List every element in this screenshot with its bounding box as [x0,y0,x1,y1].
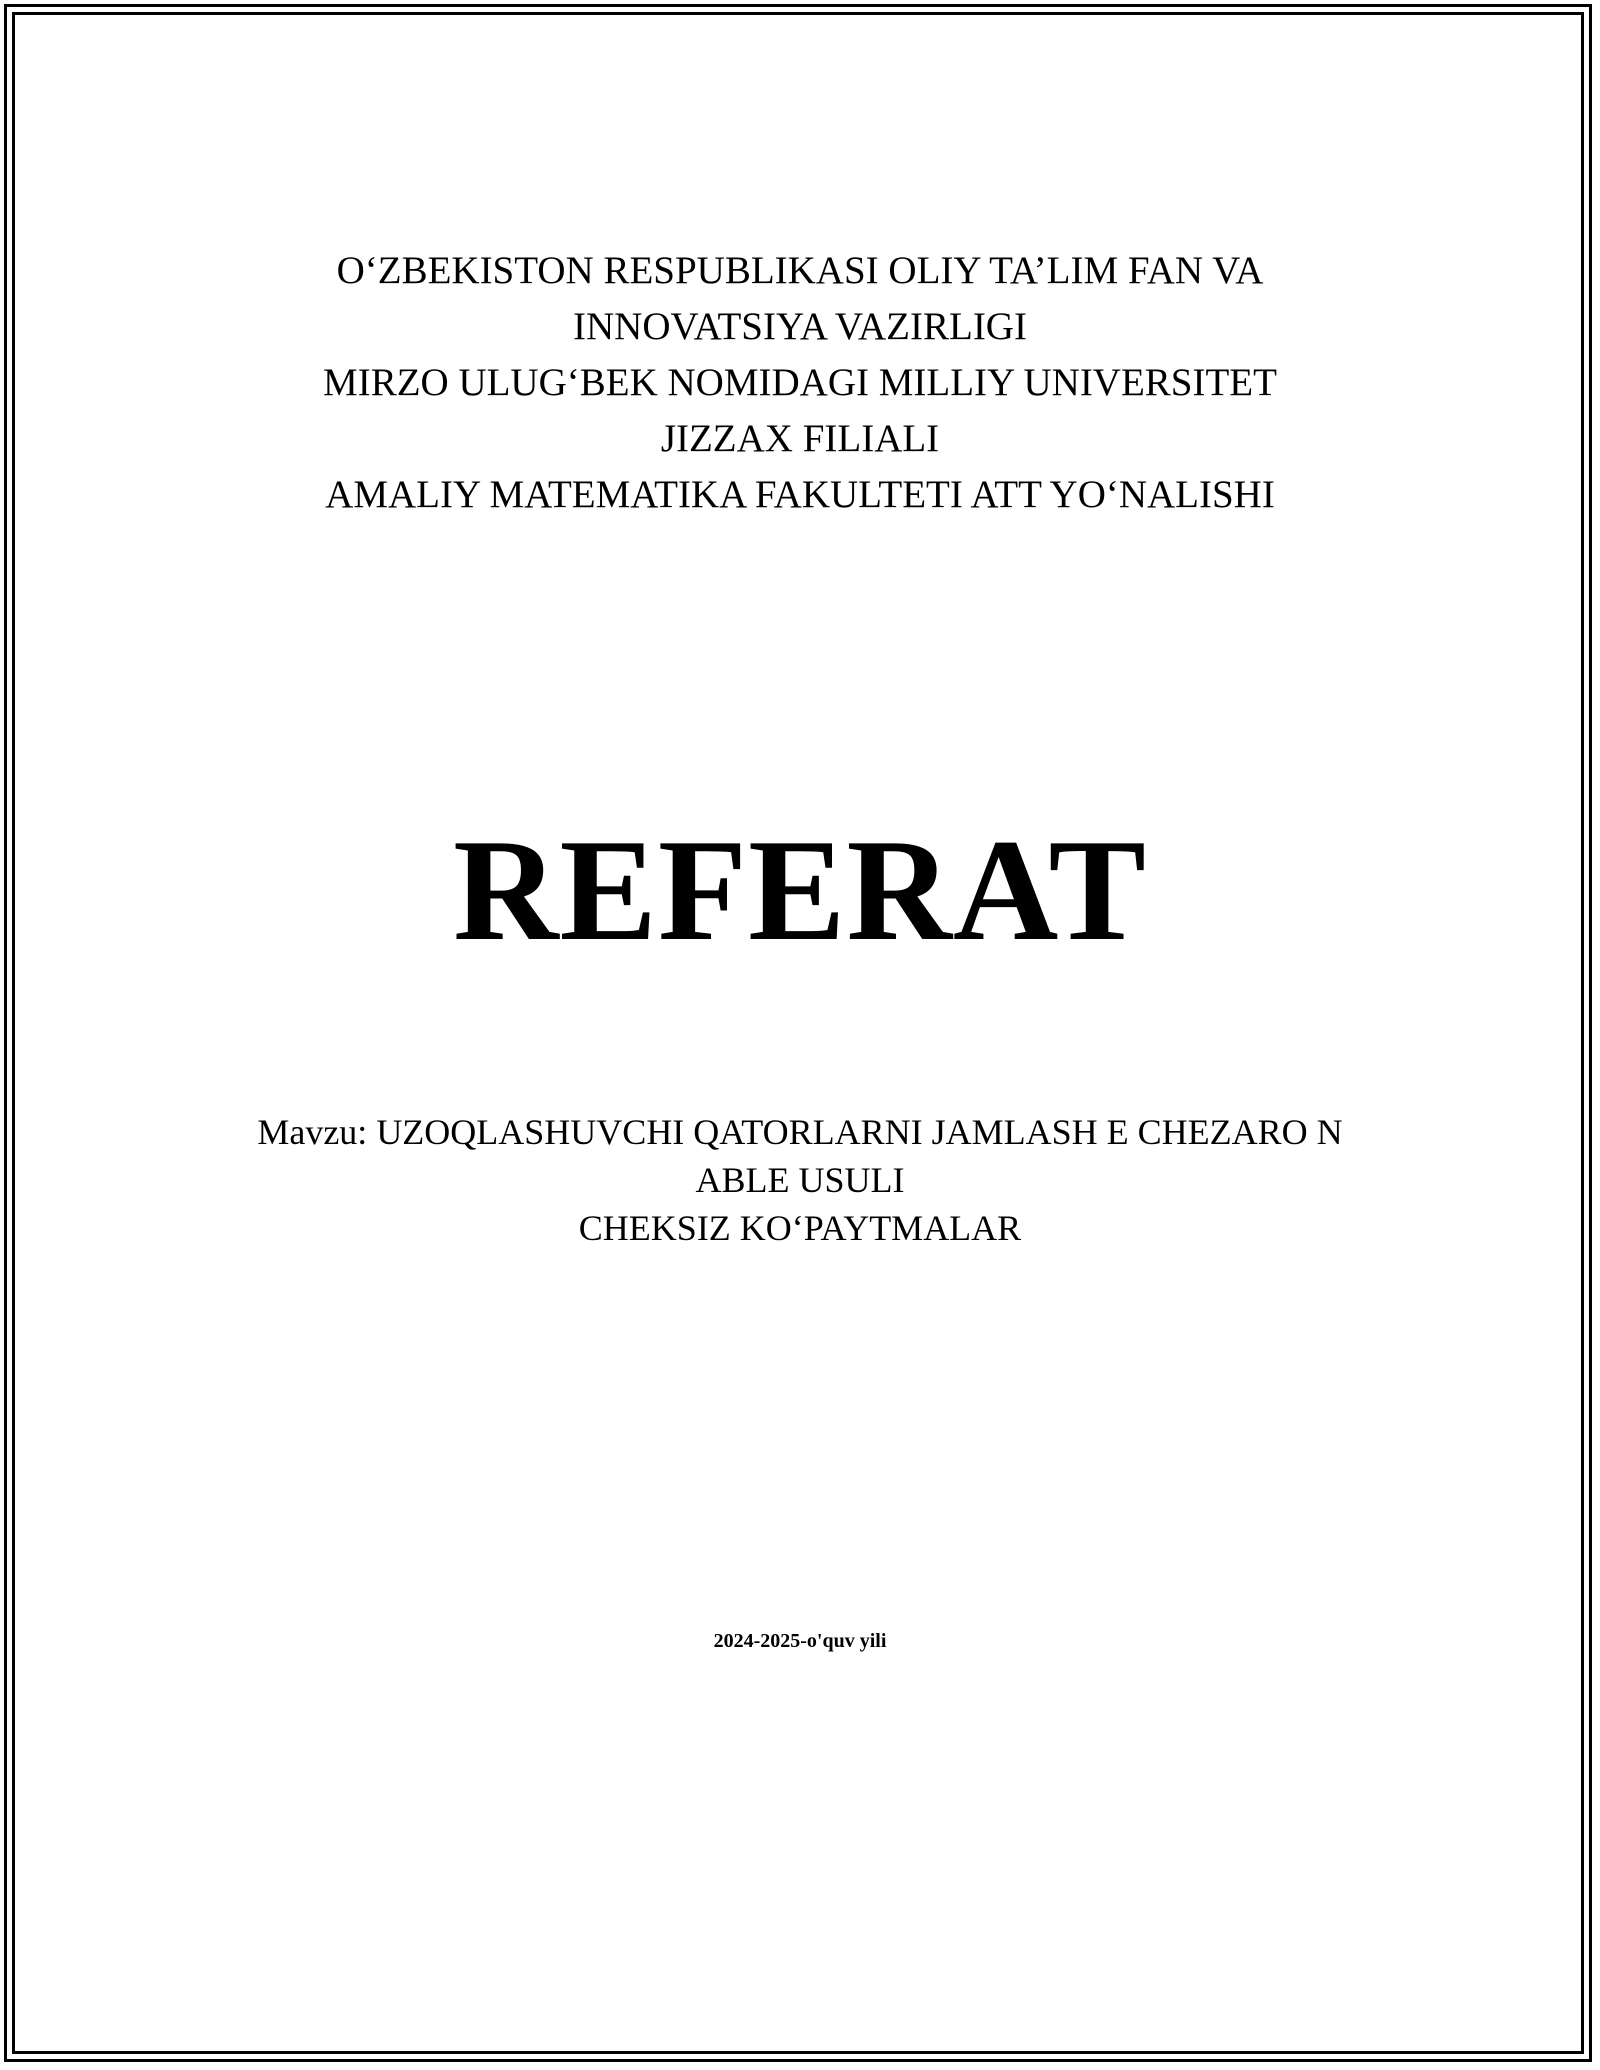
topic-line-3: CHEKSIZ KO‘PAYTMALAR [578,1208,1022,1248]
academic-year: 2024-2025-o'quv yili [713,1630,887,1652]
document-title: REFERAT [453,809,1147,971]
topic-line-1: Mavzu: UZOQLASHUVCHI QATORLARNI JAMLASH E CHEZARO N [257,1112,1343,1152]
topic-block [0,1108,1600,1252]
institution-header [0,243,1600,523]
header-line-ministry-cont: INNOVATSIYA VAZIRLIGI [573,305,1027,348]
header-line-branch: JIZZAX FILIALI [660,417,940,460]
header-line-ministry: O‘ZBEKISTON RESPUBLIKASI OLIY TA’LIM FAN VA [336,249,1264,292]
topic-line-2: ABLE USULI [695,1160,905,1200]
header-line-faculty: AMALIY MATEMATIKA FAKULTETI ATT YO‘NALISHI [325,473,1275,516]
header-line-university: MIRZO ULUG‘BEK NOMIDAGI MILLIY UNIVERSITET [323,361,1277,404]
